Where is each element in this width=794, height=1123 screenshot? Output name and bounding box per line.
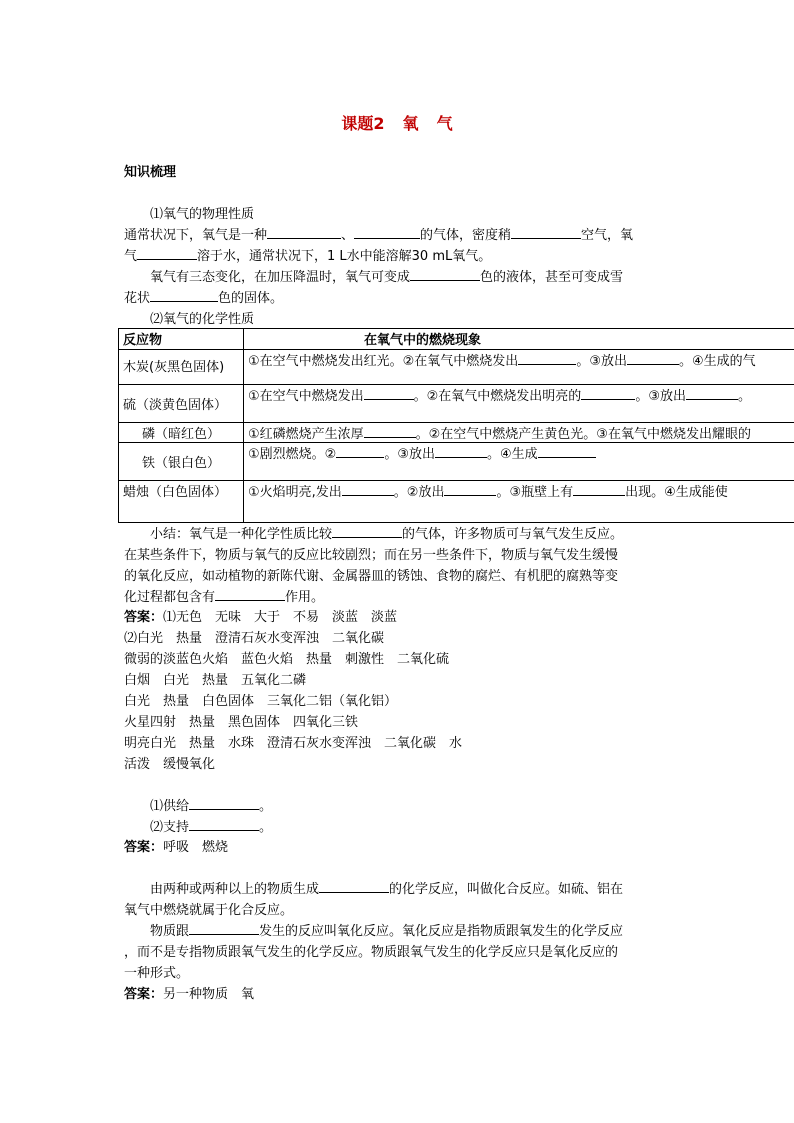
physical-line-2: 气 溶于水，通常状况下，1 L水中能溶解30 mL氧气。 — [124, 249, 492, 264]
uses-line-2: ⑵支持 。 — [150, 820, 273, 835]
fill-blank[interactable] — [686, 387, 738, 400]
phenomenon-cell: ①在空气中燃烧发出 。②在氧气中燃烧发出明亮的 。③放出 。 — [244, 385, 794, 423]
table-row — [119, 385, 794, 423]
fill-blank[interactable] — [435, 445, 487, 458]
fill-blank[interactable] — [627, 352, 679, 365]
fill-blank[interactable] — [511, 226, 581, 239]
answer-label: 答案： — [124, 987, 164, 1002]
combo-line-2: 氧气中燃烧就属于化合反应。 — [124, 903, 294, 918]
combo-line-4: ，而不是专指物质跟氧气发生的化学反应。物质跟氧气发生的化学反应只是氧化反应的 — [124, 945, 619, 960]
answers-line-6: 火星四射 热量 黑色固体 四氧化三铁 — [124, 715, 359, 730]
fill-blank[interactable] — [189, 797, 259, 810]
combo-line-5: 一种形式。 — [124, 966, 190, 981]
physical-line-3: 氧气有三态变化，在加压降温时，氧气可变成 色的液体，甚至可变成雪 — [150, 270, 624, 285]
phenomenon-cell: ①在空气中燃烧发出红光。②在氧气中燃烧发出 。③放出 。④生成的气 — [244, 350, 794, 385]
summary-line-2: 在某些条件下，物质与氧气的反应比较剧烈；而在另一些条件下，物质与氧气发生缓慢 — [124, 548, 619, 563]
fill-blank[interactable] — [364, 425, 416, 438]
title-oxy1: 氧 — [402, 114, 419, 133]
answer-label: 答案： — [124, 840, 164, 855]
summary-line-4: 化过程都包含有 作用。 — [124, 590, 325, 605]
fill-blank[interactable] — [581, 387, 635, 400]
answers-line-7: 明亮白光 热量 水珠 澄清石灰水变浑浊 二氧化碳 水 — [124, 736, 463, 751]
answers-line-1: 答案：⑴无色 无味 大于 不易 淡蓝 淡蓝 — [124, 610, 398, 625]
combo-answer: 答案：另一种物质 氧 — [124, 987, 255, 1002]
reactant-cell: 硫（淡黄色固体） — [119, 385, 244, 423]
title-oxy2: 气 — [436, 114, 453, 133]
section-heading: 知识梳理 — [124, 165, 177, 180]
title-main: 课题2 — [341, 114, 385, 133]
phenomenon-cell: ①火焰明亮,发出 。②放出 。③瓶壁上有 出现。④生成能使 — [244, 481, 794, 523]
fill-blank[interactable] — [319, 880, 389, 893]
reactant-cell: 铁（银白色） — [119, 443, 244, 481]
answers-line-8: 活泼 缓慢氧化 — [124, 757, 216, 772]
reactant-cell: 蜡烛（白色固体） — [119, 481, 244, 523]
answer-label: 答案： — [124, 610, 164, 625]
reactant-cell: 磷（暗红色） — [119, 423, 244, 443]
page-title — [0, 111, 794, 134]
fill-blank[interactable] — [354, 226, 420, 239]
table-row — [119, 423, 794, 443]
table-header-row — [119, 329, 794, 350]
physical-heading: ⑴氧气的物理性质 — [150, 207, 255, 222]
header-phenomenon: 在氧气中的燃烧现象 — [244, 329, 794, 350]
fill-blank[interactable] — [538, 445, 596, 458]
answers-line-2: ⑵白光 热量 澄清石灰水变浑浊 二氧化碳 — [124, 631, 385, 646]
summary-line-3: 的氧化反应，如动植物的新陈代谢、金属器皿的锈蚀、食物的腐烂、有机肥的腐熟等变 — [124, 569, 619, 584]
combo-line-3: 物质跟 发生的反应叫氧化反应。氧化反应是指物质跟氧发生的化学反应 — [150, 924, 624, 939]
answers-line-5: 白光 热量 白色固体 三氧化二铝（氧化铝） — [124, 694, 398, 709]
physical-line-1: 通常状况下，氧气是一种 、 的气体，密度稍 空气，氧 — [124, 228, 634, 243]
physical-line-4: 花状 色的固体。 — [124, 291, 284, 306]
fill-blank[interactable] — [137, 247, 197, 260]
fill-blank[interactable] — [267, 226, 341, 239]
phenomenon-cell: ①红磷燃烧产生浓厚 。②在空气中燃烧产生黄色光。③在氧气中燃烧发出耀眼的 — [244, 423, 794, 443]
summary-line-1: 小结：氧气是一种化学性质比较 的气体，许多物质可与氧气发生反应。 — [150, 527, 624, 542]
fill-blank[interactable] — [189, 922, 259, 935]
fill-blank[interactable] — [336, 445, 384, 458]
phenomenon-cell: ①剧烈燃烧。② 。③放出 。④生成 — [244, 443, 794, 481]
fill-blank[interactable] — [332, 525, 402, 538]
chemical-heading: ⑵氧气的化学性质 — [150, 312, 255, 327]
fill-blank[interactable] — [342, 483, 394, 496]
fill-blank[interactable] — [573, 483, 625, 496]
combo-line-1: 由两种或两种以上的物质生成 的化学反应，叫做化合反应。如硫、铝在 — [150, 882, 624, 897]
fill-blank[interactable] — [410, 268, 480, 281]
uses-line-1: ⑴供给 。 — [150, 799, 273, 814]
fill-blank[interactable] — [364, 387, 414, 400]
answers-line-4: 白烟 白光 热量 五氧化二磷 — [124, 673, 307, 688]
fill-blank[interactable] — [518, 352, 576, 365]
fill-blank[interactable] — [150, 289, 218, 302]
table-row — [119, 481, 794, 523]
fill-blank[interactable] — [215, 588, 285, 601]
table-row — [119, 350, 794, 385]
combustion-table — [118, 328, 794, 523]
answers-line-3: 微弱的淡蓝色火焰 蓝色火焰 热量 刺激性 二氧化硫 — [124, 652, 450, 667]
uses-answer: 答案：呼吸 燃烧 — [124, 840, 229, 855]
header-reactant: 反应物 — [119, 329, 244, 350]
fill-blank[interactable] — [189, 818, 259, 831]
reactant-cell: 木炭(灰黑色固体) — [119, 350, 244, 385]
table-row — [119, 443, 794, 481]
fill-blank[interactable] — [444, 483, 496, 496]
